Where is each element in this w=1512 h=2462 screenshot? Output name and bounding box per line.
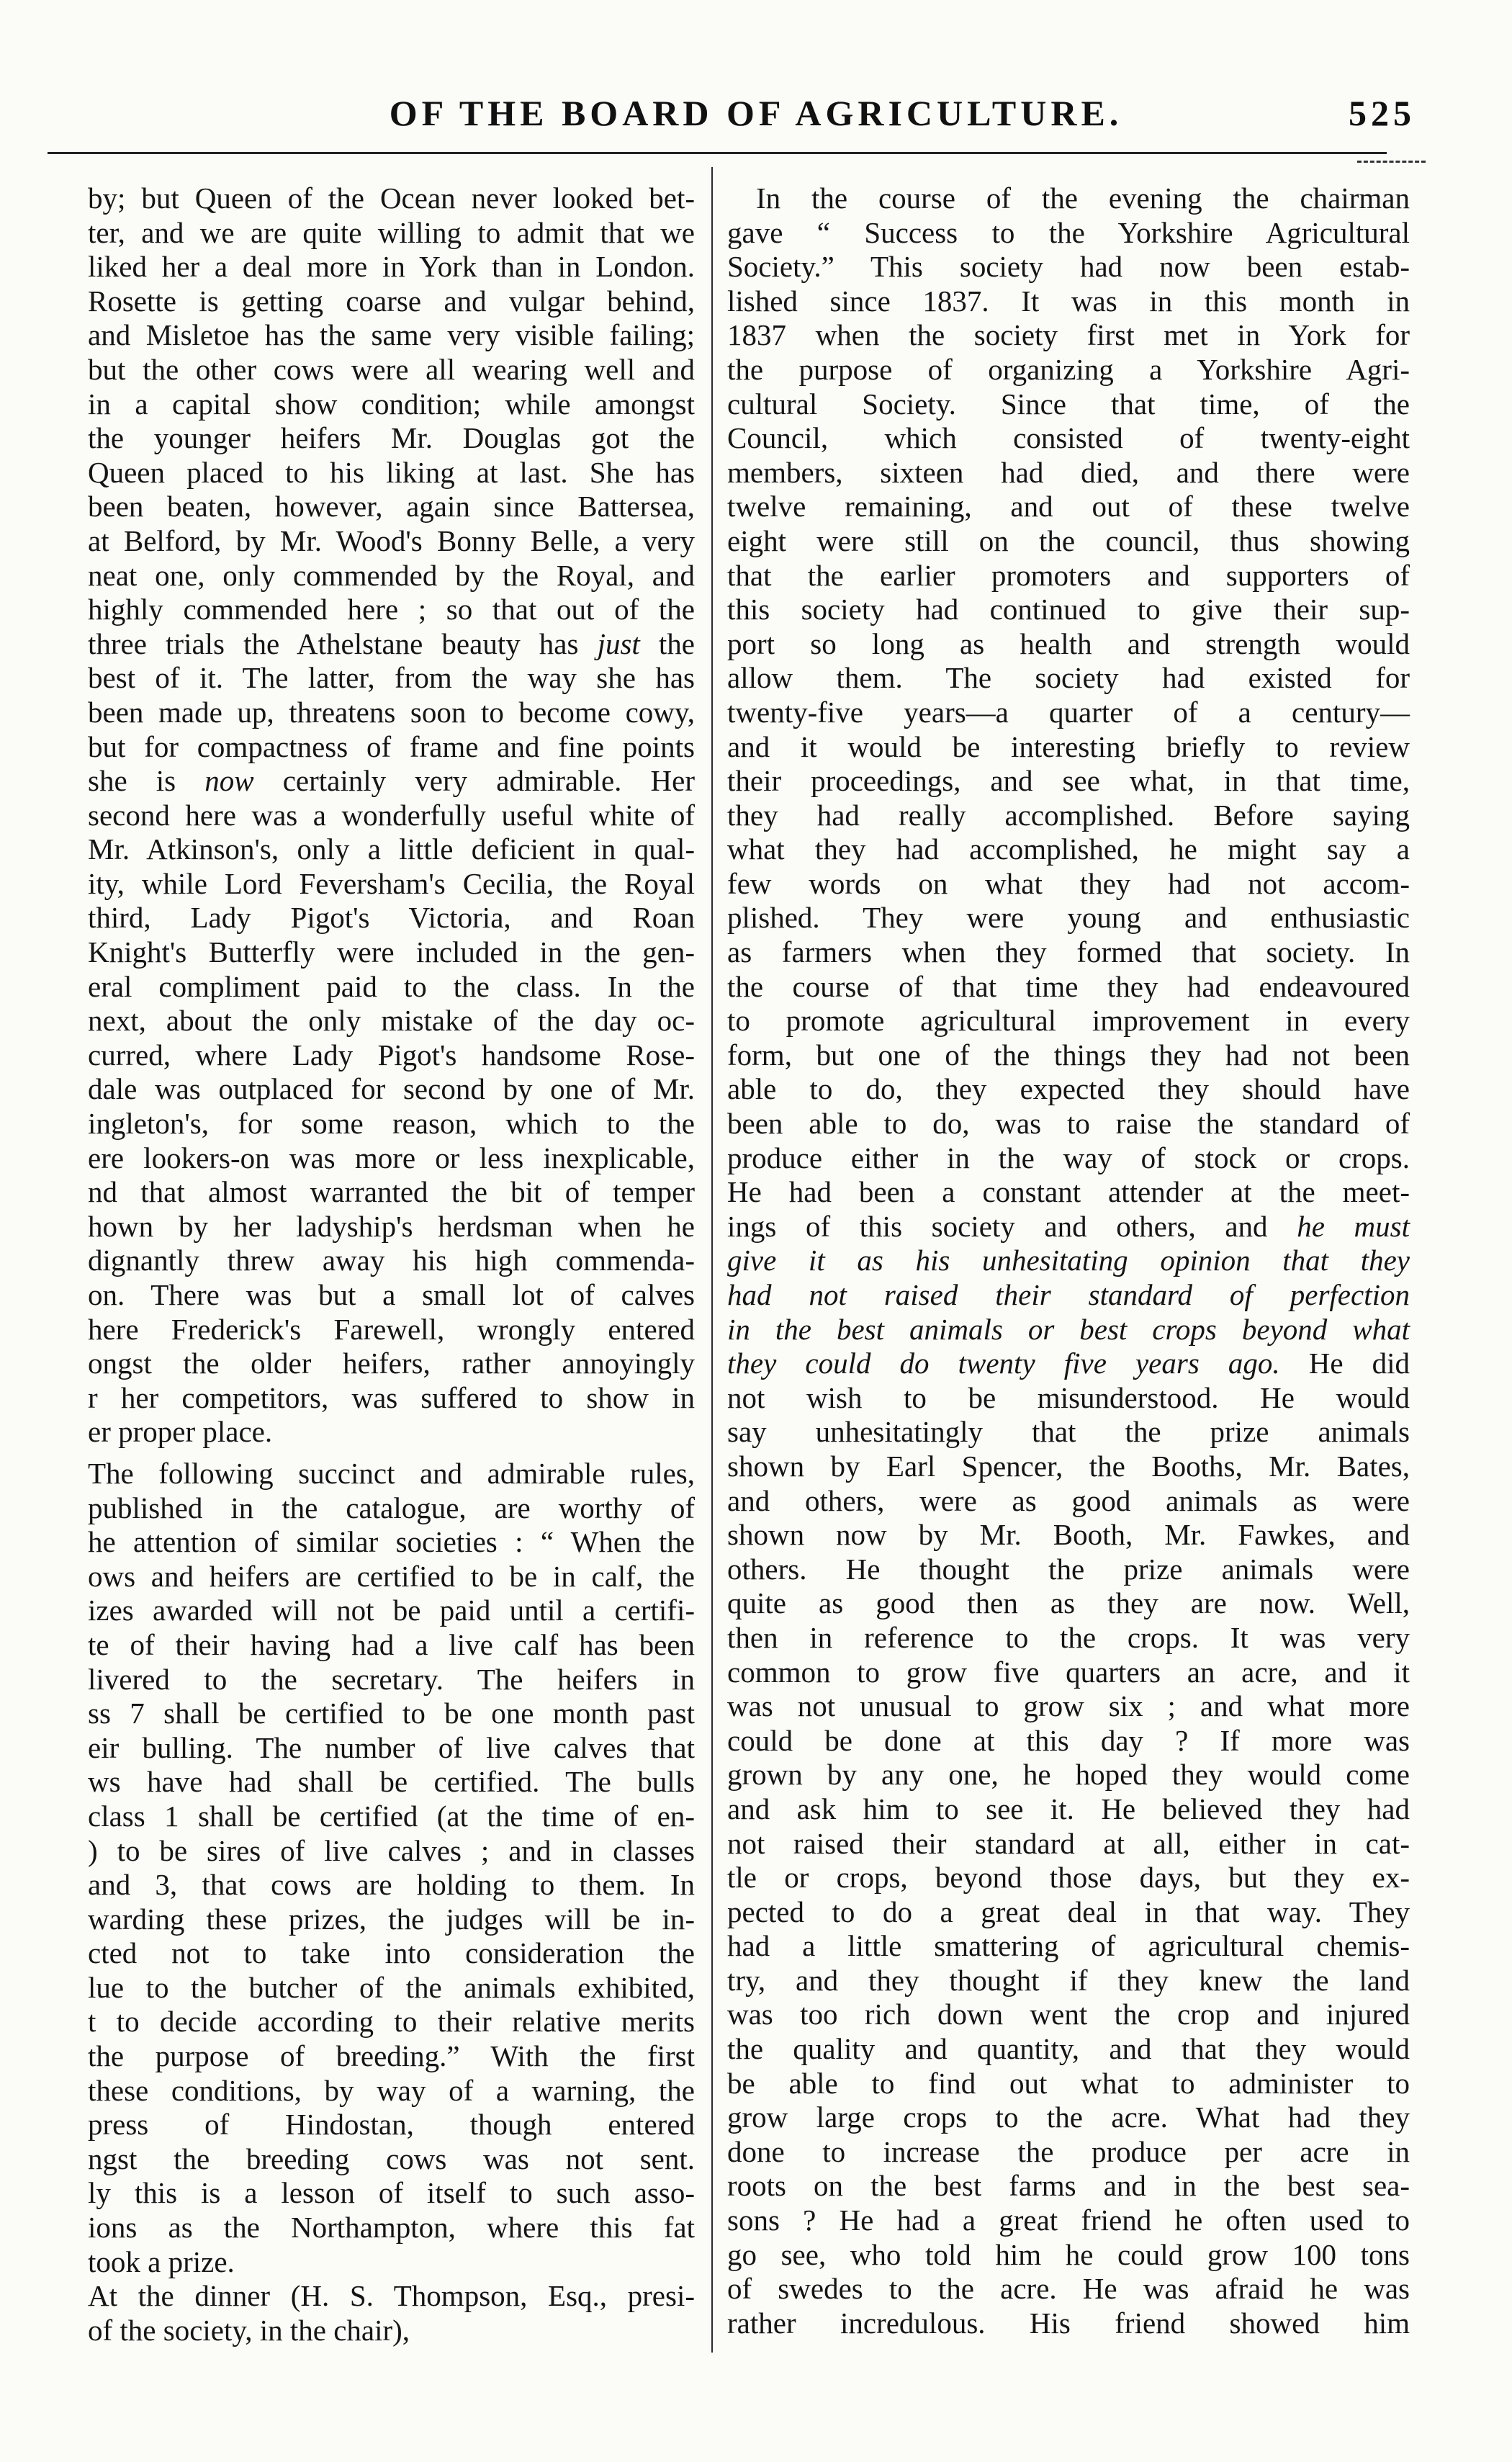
text-line: ere lookers-on was more or less inexplicable, <box>88 1141 695 1174</box>
italic-text: had not raised their standard of perfection <box>727 1278 1410 1311</box>
text-line: ter, and we are quite willing to admit that we <box>88 215 695 249</box>
text-line: then in reference to the crops. It was very <box>727 1620 1410 1654</box>
text-line: twelve remaining, and out of these twelve <box>727 490 1410 524</box>
text-line: 1837 when the society first met in York for <box>727 318 1410 352</box>
text-line: grow large crops to the acre. What had they <box>727 2101 1410 2134</box>
text-segment: certainly very admirable. Her <box>253 764 695 798</box>
text-line: gave “ Success to the Yorkshire Agricultural <box>727 215 1410 249</box>
text-line: izes awarded will not be paid until a certifi- <box>88 1594 695 1627</box>
text-line: and ask him to see it. He believed they had <box>727 1792 1410 1825</box>
header-rule-short <box>1357 161 1426 163</box>
text-line: was not unusual to grow six ; and what more <box>727 1689 1410 1723</box>
text-line: and it would be interesting briefly to review <box>727 729 1410 763</box>
text-line: not wish to be misunderstood. He would <box>727 1380 1410 1414</box>
text-line: class 1 shall be certified (at the time of en- <box>88 1799 695 1833</box>
text-line: ws have had shall be certified. The bulls <box>88 1765 695 1799</box>
text-line: ions as the Northampton, where this fat <box>88 2211 695 2245</box>
text-line: nd that almost warranted the bit of temper <box>88 1175 695 1209</box>
text-line: ows and heifers are certified to be in calf, the <box>88 1559 695 1593</box>
text-line: The following succinct and admirable rules, <box>88 1456 695 1490</box>
text-line: and Misletoe has the same very visible failing; <box>88 318 695 352</box>
text-line: tle or crops, beyond those days, but they ex- <box>727 1861 1410 1895</box>
right-paragraph-1 <box>727 181 1410 2340</box>
text-line: others. He thought the prize animals were <box>727 1552 1410 1586</box>
text-line: their proceedings, and see what, in that time, <box>727 764 1410 798</box>
text-line: hown by her ladyship's herdsman when he <box>88 1209 695 1243</box>
text-line: best of it. The latter, from the way she has <box>88 661 695 695</box>
text-line: been able to do, was to raise the standard of <box>727 1107 1410 1141</box>
text-line: liked her a deal more in York than in London. <box>88 250 695 284</box>
italic-text: they could do twenty five years ago. <box>727 1347 1280 1380</box>
text-line: go see, who told him he could grow 100 tons <box>727 2237 1410 2271</box>
column-divider <box>711 167 713 2353</box>
text-line: quite as good then as they are now. Well, <box>727 1586 1410 1620</box>
text-line: Rosette is getting coarse and vulgar behind, <box>88 284 695 318</box>
text-line: here Frederick's Farewell, wrongly entered <box>88 1312 695 1346</box>
header-rule <box>48 152 1387 154</box>
left-paragraph-3 <box>88 2279 695 2348</box>
text-line: neat one, only commended by the Royal, and <box>88 558 695 592</box>
text-line: say unhesitatingly that the prize animals <box>727 1415 1410 1449</box>
text-line: he attention of similar societies : “ When the <box>88 1525 695 1559</box>
text-line: livered to the secretary. The heifers in <box>88 1662 695 1696</box>
text-line: by; but Queen of the Ocean never looked bet- <box>88 181 695 215</box>
text-line: ) to be sires of live calves ; and in classes <box>88 1833 695 1867</box>
text-segment: He did <box>1279 1347 1410 1380</box>
text-line: ngst the breeding cows was not sent. <box>88 2142 695 2175</box>
text-line: eight were still on the council, thus showing <box>727 524 1410 557</box>
text-line: members, sixteen had died, and there were <box>727 455 1410 489</box>
text-line: common to grow five quarters an acre, and it <box>727 1655 1410 1689</box>
left-column <box>88 181 695 2348</box>
text-line: shown by Earl Spencer, the Booths, Mr. Bates, <box>727 1449 1410 1483</box>
text-line: dignantly threw away his high commenda- <box>88 1244 695 1277</box>
text-line <box>727 1210 1410 1244</box>
text-line: these conditions, by way of a warning, the <box>88 2073 695 2107</box>
text-line <box>727 1347 1410 1381</box>
text-line: dale was outplaced for second by one of Mr. <box>88 1072 695 1106</box>
text-line: highly commended here ; so that out of the <box>88 593 695 626</box>
text-line <box>727 1278 1410 1313</box>
text-line: they had really accomplished. Before saying <box>727 798 1410 832</box>
text-line: at Belford, by Mr. Wood's Bonny Belle, a very <box>88 524 695 557</box>
right-column <box>727 181 1410 2340</box>
running-head-title: OF THE BOARD OF AGRICULTURE. <box>389 93 1123 133</box>
text-line: r her competitors, was suffered to show in <box>88 1380 695 1414</box>
text-line: shown now by Mr. Booth, Mr. Fawkes, and <box>727 1518 1410 1552</box>
text-line: curred, where Lady Pigot's handsome Rose- <box>88 1038 695 1071</box>
text-line: warding these prizes, the judges will be in- <box>88 1902 695 1936</box>
text-line: of swedes to the acre. He was afraid he was <box>727 2272 1410 2306</box>
text-line: second here was a wonderfully useful white of <box>88 798 695 832</box>
text-line: eral compliment paid to the class. In the <box>88 969 695 1003</box>
text-line: able to do, they expected they should have <box>727 1072 1410 1106</box>
text-line: lished since 1837. It was in this month in <box>727 284 1410 318</box>
text-line: this society had continued to give their sup- <box>727 593 1410 626</box>
text-line: been beaten, however, again since Battersea, <box>88 490 695 524</box>
text-line: allow them. The society had existed for <box>727 661 1410 695</box>
text-line: ingleton's, for some reason, which to the <box>88 1107 695 1141</box>
text-line: Council, which consisted of twenty-eight <box>727 421 1410 455</box>
text-line: published in the catalogue, are worthy of <box>88 1491 695 1524</box>
text-line: not raised their standard at all, either in cat- <box>727 1826 1410 1860</box>
left-paragraph-1 <box>88 181 695 1450</box>
text-line <box>88 764 695 799</box>
text-line: be able to find out what to administer to <box>727 2066 1410 2100</box>
italic-text: give it as his unhesitating opinion that they <box>727 1244 1410 1277</box>
text-line: At the dinner (H. S. Thompson, Esq., presi- <box>88 2279 695 2313</box>
text-line: what they had accomplished, he might say a <box>727 832 1410 866</box>
text-line: but for compactness of frame and fine points <box>88 729 695 763</box>
text-line: t to decide according to their relative merits <box>88 2005 695 2039</box>
text-line: ly this is a lesson of itself to such asso- <box>88 2176 695 2210</box>
text-line <box>727 1313 1410 1347</box>
text-line: sons ? He had a great friend he often used to <box>727 2203 1410 2237</box>
text-segment: the <box>639 626 695 660</box>
text-line: cted not to take into consideration the <box>88 1936 695 1970</box>
text-line: the purpose of breeding.” With the first <box>88 2039 695 2073</box>
italic-text: he must <box>1297 1209 1410 1243</box>
text-line: the course of that time they had endeavoured <box>727 969 1410 1003</box>
text-line: to promote agricultural improvement in every <box>727 1004 1410 1038</box>
italic-text: in the best animals or best crops beyond what <box>727 1312 1410 1346</box>
text-line: cultural Society. Since that time, of the <box>727 387 1410 421</box>
text-segment: she is <box>88 764 205 798</box>
text-line: ongst the older heifers, rather annoyingly <box>88 1347 695 1380</box>
text-line: could be done at this day ? If more was <box>727 1723 1410 1757</box>
text-line: Society.” This society had now been estab- <box>727 250 1410 284</box>
text-line: done to increase the produce per acre in <box>727 2134 1410 2168</box>
text-line: te of their having had a live calf has been <box>88 1627 695 1661</box>
text-line <box>727 1244 1410 1278</box>
text-line: Mr. Atkinson's, only a little deficient in qual- <box>88 832 695 866</box>
text-line: er proper place. <box>88 1415 273 1449</box>
text-line: and 3, that cows are holding to them. In <box>88 1868 695 1902</box>
text-line: pected to do a great deal in that way. They <box>727 1895 1410 1928</box>
text-segment: three trials the Athelstane beauty has <box>88 626 598 660</box>
text-line: third, Lady Pigot's Victoria, and Roan <box>88 901 695 935</box>
text-line: roots on the best farms and in the best sea- <box>727 2169 1410 2203</box>
text-line: eir bulling. The number of live calves that <box>88 1730 695 1764</box>
text-line: plished. They were young and enthusiastic <box>727 901 1410 935</box>
text-line: produce either in the way of stock or crops. <box>727 1141 1410 1174</box>
text-line: the quality and quantity, and that they would <box>727 2032 1410 2066</box>
text-line: He had been a constant attender at the meet- <box>727 1175 1410 1209</box>
text-line: grown by any one, he hoped they would come <box>727 1758 1410 1792</box>
text-line: form, but one of the things they had not been <box>727 1038 1410 1071</box>
text-line <box>88 627 695 662</box>
text-line: had a little smattering of agricultural chemis- <box>727 1929 1410 1963</box>
text-line: in a capital show condition; while amongst <box>88 387 695 421</box>
text-line: ss 7 shall be certified to be one month past <box>88 1697 695 1730</box>
text-line: ity, while Lord Feversham's Cecilia, the Royal <box>88 866 695 900</box>
text-line: twenty-five years—a quarter of a century— <box>727 695 1410 729</box>
text-line: the purpose of organizing a Yorkshire Agri- <box>727 352 1410 386</box>
text-segment: ings of this society and others, and <box>727 1209 1297 1243</box>
text-line: and others, were as good animals as were <box>727 1483 1410 1517</box>
text-line: been made up, threatens soon to become cowy, <box>88 695 695 729</box>
text-line: port so long as health and strength would <box>727 626 1410 660</box>
text-line: was too rich down went the crop and injured <box>727 1998 1410 2031</box>
left-paragraph-2 <box>88 1457 695 2279</box>
text-line: the younger heifers Mr. Douglas got the <box>88 421 695 455</box>
italic-text: just <box>597 626 640 660</box>
text-line: next, about the only mistake of the day oc- <box>88 1004 695 1038</box>
text-line: as farmers when they formed that society. In <box>727 935 1410 969</box>
text-line: on. There was but a small lot of calves <box>88 1278 695 1311</box>
text-line: few words on what they had not accom- <box>727 866 1410 900</box>
text-line: took a prize. <box>88 2245 235 2278</box>
text-line: of the society, in the chair), <box>88 2313 410 2347</box>
page-number: 525 <box>1349 93 1416 133</box>
text-line: that the earlier promoters and supporters of <box>727 558 1410 592</box>
text-line: try, and they thought if they knew the land <box>727 1963 1410 1997</box>
text-line: In the course of the evening the chairman <box>756 181 1410 215</box>
text-line: Knight's Butterfly were included in the gen- <box>88 935 695 969</box>
text-line: press of Hindostan, though entered <box>88 2108 695 2142</box>
italic-text: now <box>204 764 254 798</box>
text-line: rather incredulous. His friend showed him <box>727 2306 1410 2340</box>
text-line: but the other cows were all wearing well and <box>88 352 695 386</box>
text-line: lue to the butcher of the animals exhibited, <box>88 1970 695 2004</box>
text-line: Queen placed to his liking at last. She has <box>88 455 695 489</box>
